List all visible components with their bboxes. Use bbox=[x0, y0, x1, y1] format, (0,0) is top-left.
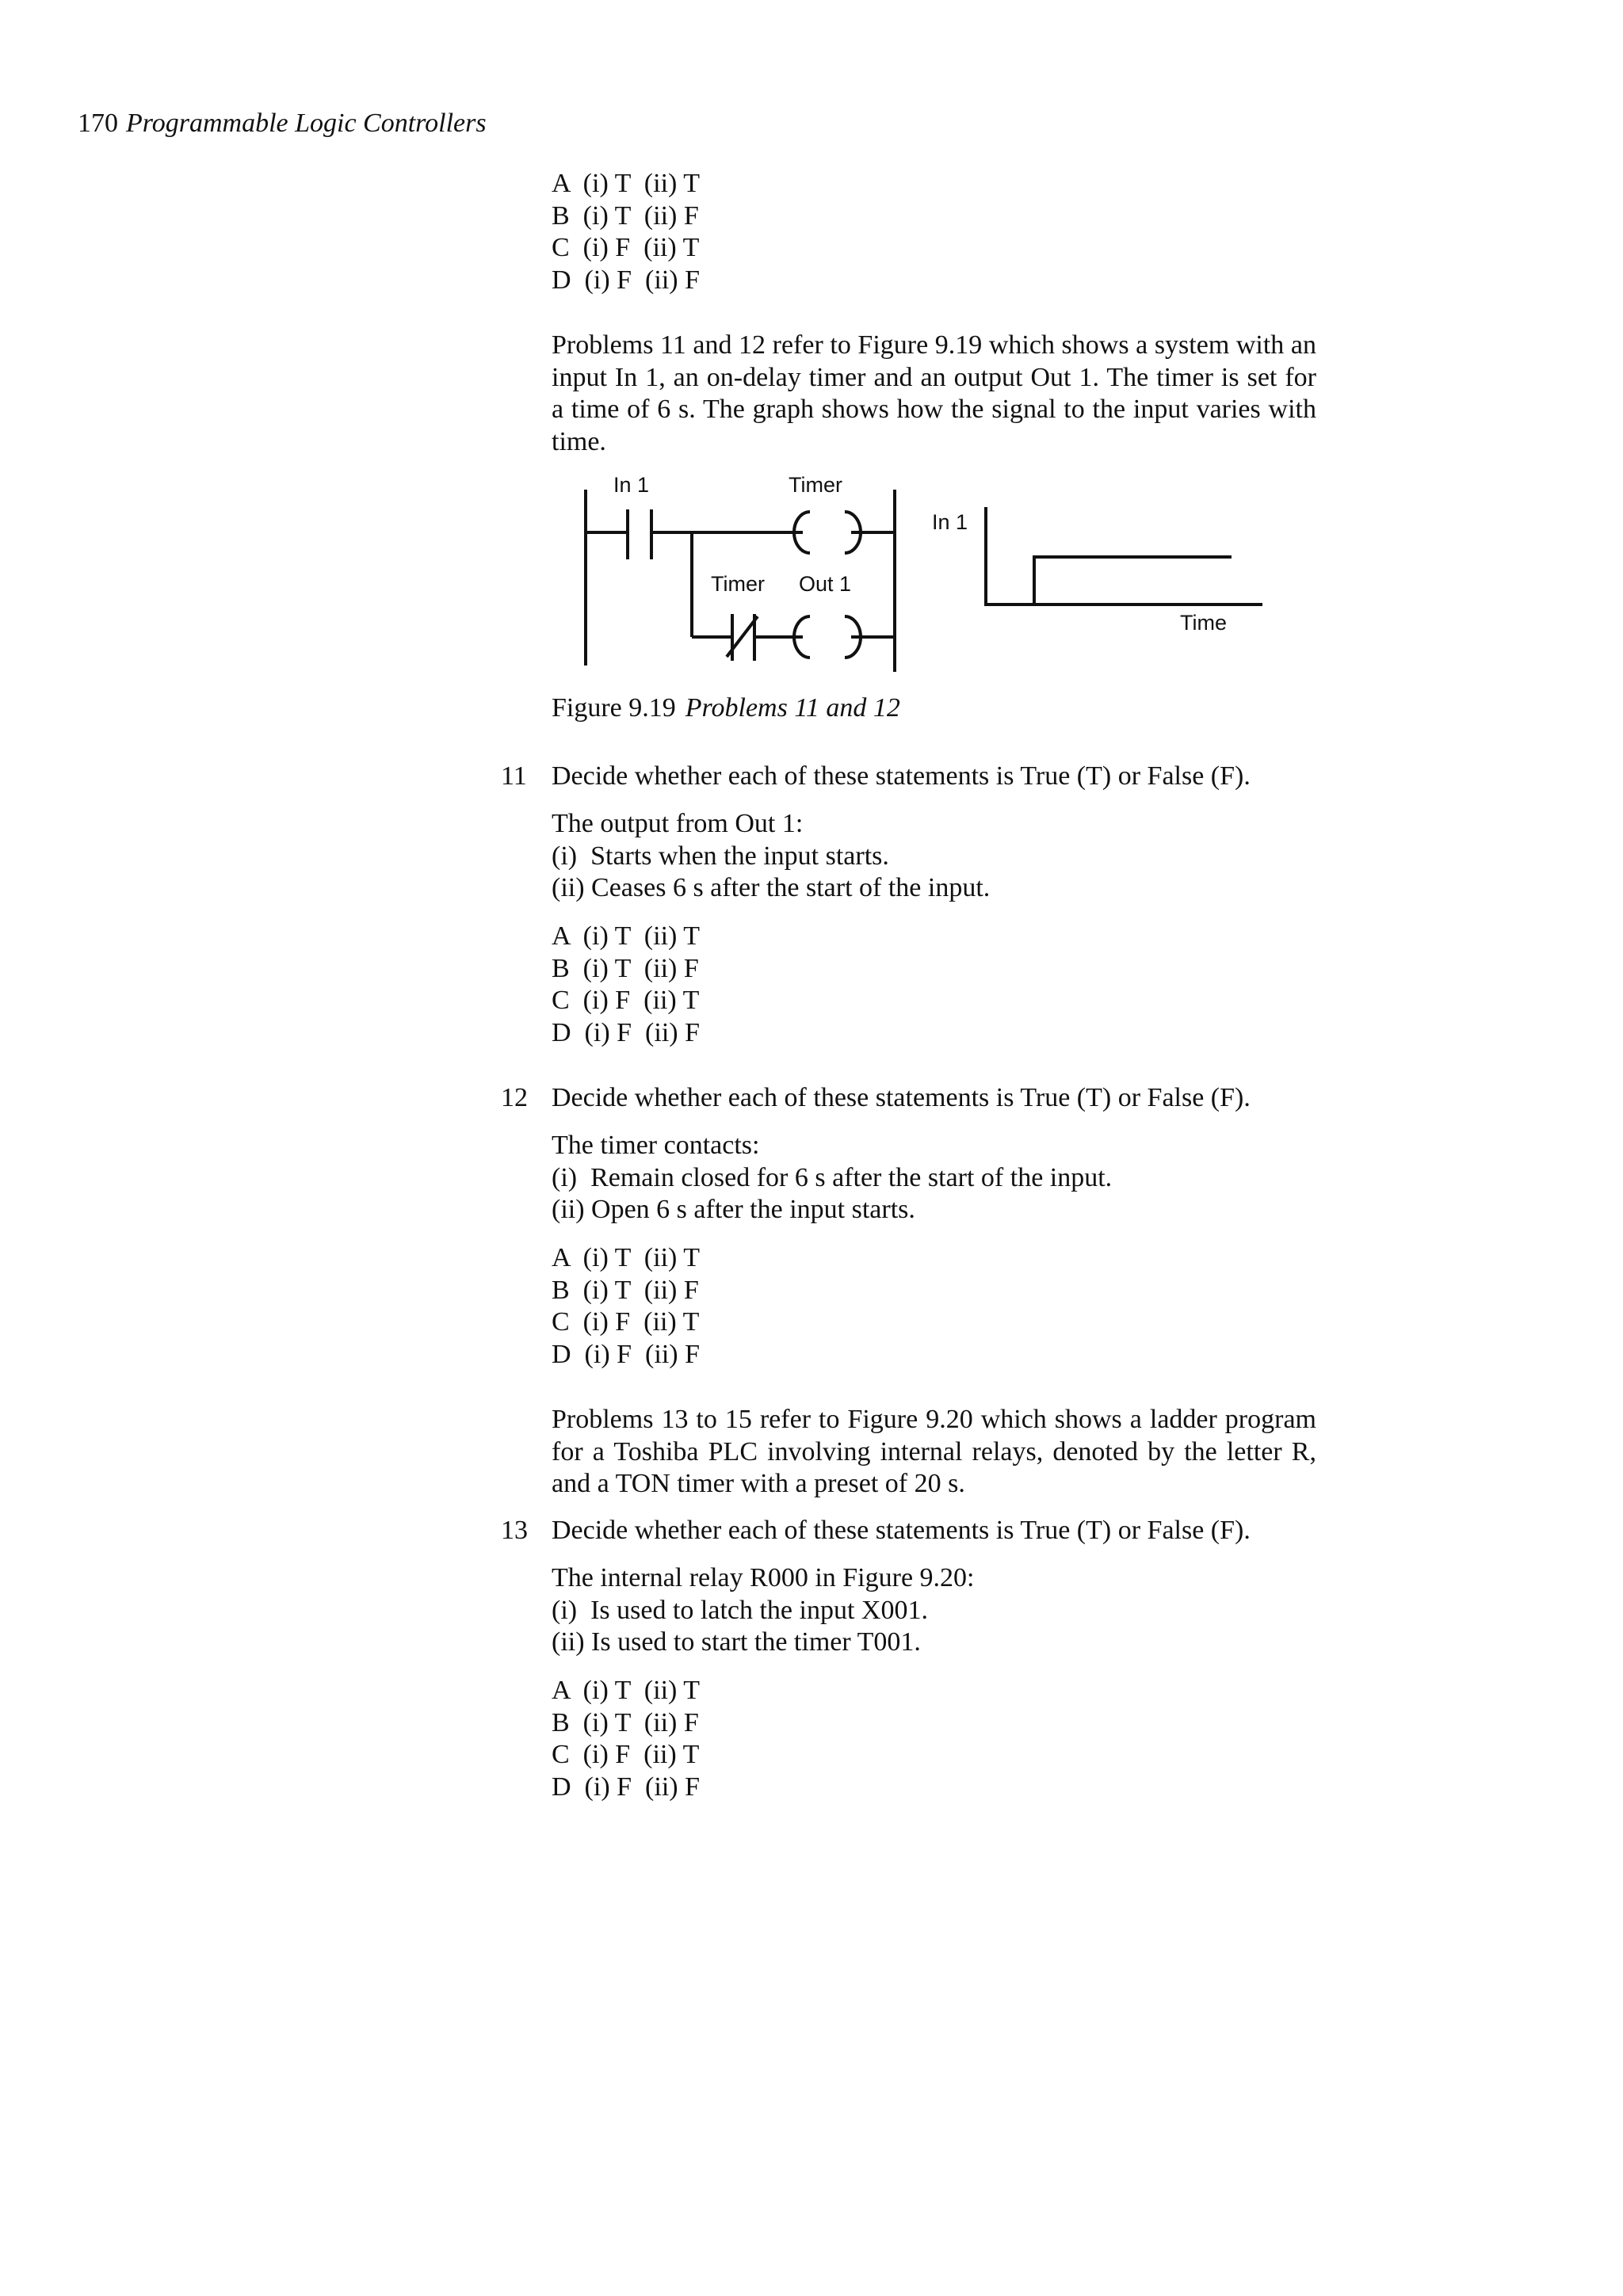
figure-caption bbox=[552, 692, 900, 724]
page-number: 170 bbox=[78, 109, 118, 138]
book-title: Programmable Logic Controllers bbox=[126, 109, 487, 138]
statement-i: (i) Starts when the input starts. bbox=[552, 841, 889, 871]
question-13-text: Decide whether each of these statements is True (T) or False (F). bbox=[552, 1516, 1251, 1545]
intro-problems-11-12: Problems 11 and 12 refer to Figure 9.19 which shows a system with an input In 1, an on-delay timer and an output Out 1. The timer is set for a time of 6 s. The graph shows how the signal to the input varies with time. bbox=[552, 330, 1316, 456]
option-c: C (i) F (ii) T bbox=[552, 233, 700, 262]
question-11-text: Decide whether each of these statements is True (T) or False (F). bbox=[552, 761, 1251, 791]
option-b: B (i) T (ii) F bbox=[552, 1275, 699, 1305]
in1-contact-label: In 1 bbox=[613, 473, 650, 497]
option-b: B (i) T (ii) F bbox=[552, 200, 699, 231]
statement-ii: (ii) Is used to start the timer T001. bbox=[552, 1627, 921, 1657]
input-signal-step bbox=[986, 557, 1232, 605]
statement-ii: (ii) Open 6 s after the input starts. bbox=[552, 1195, 915, 1224]
intro-problems-13-15: Problems 13 to 15 refer to Figure 9.20 which shows a ladder program for a Toshiba PLC involving internal relays, denoted by the letter R, and a TON timer with a preset of 20 s. bbox=[552, 1405, 1316, 1498]
question-13-stem bbox=[552, 1562, 1316, 1659]
statement-i: (i) Remain closed for 6 s after the start of the input. bbox=[552, 1162, 1113, 1192]
question-number-13: 13 bbox=[501, 1516, 528, 1545]
stem-text: The internal relay R000 in Figure 9.20: bbox=[552, 1563, 975, 1592]
question-number-12: 12 bbox=[501, 1083, 528, 1112]
option-b: B (i) T (ii) F bbox=[552, 1707, 699, 1737]
answer-options-q13 bbox=[552, 1675, 1316, 1803]
answer-options-q12 bbox=[552, 1242, 1316, 1371]
option-a: A (i) T (ii) T bbox=[552, 169, 700, 198]
statement-ii: (ii) Ceases 6 s after the start of the input. bbox=[552, 873, 991, 902]
timer-contact-label: Timer bbox=[711, 572, 765, 596]
question-11-stem bbox=[552, 808, 1316, 905]
option-b: B (i) T (ii) F bbox=[552, 953, 699, 983]
option-c: C (i) F (ii) T bbox=[552, 986, 700, 1015]
answer-options-q11 bbox=[552, 921, 1316, 1049]
question-12-stem bbox=[552, 1130, 1316, 1226]
option-c: C (i) F (ii) T bbox=[552, 1740, 700, 1769]
input-graph bbox=[932, 507, 1262, 635]
ladder-diagram bbox=[586, 473, 895, 672]
option-d: D (i) F (ii) F bbox=[552, 1017, 700, 1047]
option-a: A (i) T (ii) T bbox=[552, 1243, 700, 1272]
option-a: A (i) T (ii) T bbox=[552, 1676, 700, 1705]
question-12-text: Decide whether each of these statements is True (T) or False (F). bbox=[552, 1083, 1251, 1112]
figure-caption-text: Problems 11 and 12 bbox=[685, 693, 900, 723]
stem-text: The timer contacts: bbox=[552, 1131, 760, 1160]
out1-coil-label: Out 1 bbox=[799, 572, 852, 596]
graph-in1-label: In 1 bbox=[932, 510, 968, 534]
option-c: C (i) F (ii) T bbox=[552, 1307, 700, 1337]
timer-coil-label: Timer bbox=[789, 473, 842, 497]
question-number-11: 11 bbox=[501, 761, 527, 791]
option-a: A (i) T (ii) T bbox=[552, 921, 700, 951]
graph-time-label: Time bbox=[1180, 611, 1227, 635]
option-d: D (i) F (ii) F bbox=[552, 1339, 700, 1369]
figure-number: Figure 9.19 bbox=[552, 693, 676, 723]
option-d: D (i) F (ii) F bbox=[552, 265, 700, 295]
statement-i: (i) Is used to latch the input X001. bbox=[552, 1595, 928, 1625]
stem-text: The output from Out 1: bbox=[552, 809, 804, 838]
option-d: D (i) F (ii) F bbox=[552, 1772, 700, 1802]
